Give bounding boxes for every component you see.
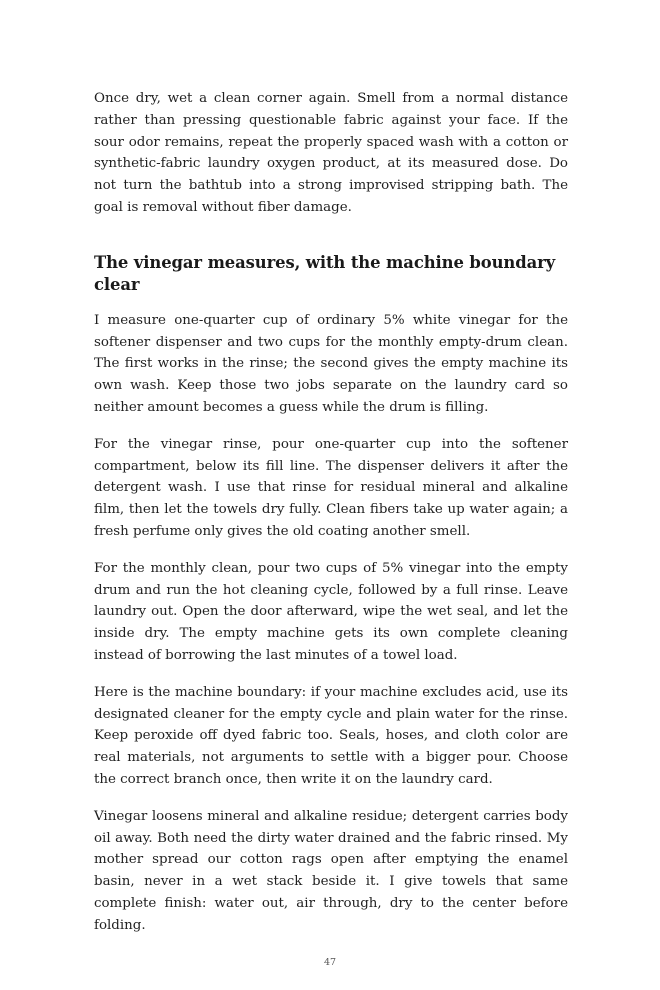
body-paragraph: Vinegar loosens mineral and alkaline residue; detergent carries body oil away. Both need the dirty water drained and the fabric rinsed. My mother spread our cotton rags open after emptying the enamel basin, never in a wet stack beside it. I give towels that same complete finish: water out, air through, dry to the center before folding.: [94, 808, 568, 933]
body-paragraph: Here is the machine boundary: if your machine excludes acid, use its designated cleaner for the empty cycle and plain water for the rinse. Keep peroxide off dyed fabric too. Seals, hoses, and cloth color are real materials, not arguments to settle with a bigger pour. Choose the correct branch once, then write it on the laundry card.: [94, 684, 568, 787]
intro-paragraph: Once dry, wet a clean corner again. Smell from a normal distance rather than pressing questionable fabric against your face. If the sour odor remains, repeat the properly spaced wash with a cotton or synthetic-fabric laundry oxygen product, at its measured dose. Do not turn the bathtub into a strong improvised stripping bath. The goal is removal without fiber damage.: [94, 91, 568, 215]
page-number: 47: [323, 957, 337, 968]
body-paragraph: For the vinegar rinse, pour one-quarter cup into the softener compartment, below its fill line. The dispenser delivers it after the detergent wash. I use that rinse for residual mineral and alkaline film, then let the towels dry fully. Clean fibers take up water again; a fresh perfume only gives the old coating another smell.: [94, 436, 568, 539]
section-heading: The vinegar measures, with the machine boundary clear: [94, 252, 556, 294]
body-paragraph: For the monthly clean, pour two cups of 5% vinegar into the empty drum and run the hot cleaning cycle, followed by a full rinse. Leave laundry out. Open the door afterward, wipe the wet seal, and let the inside dry. The empty machine gets its own complete cleaning instead of borrowing the last minutes of a towel load.: [94, 560, 568, 663]
body-paragraph: I measure one-quarter cup of ordinary 5% white vinegar for the softener dispenser and two cups for the monthly empty-drum clean. The first works in the rinse; the second gives the empty machine its own wash. Keep those two jobs separate on the laundry card so neither amount becomes a guess while the drum is filling.: [94, 312, 568, 415]
page-body: [94, 88, 568, 952]
